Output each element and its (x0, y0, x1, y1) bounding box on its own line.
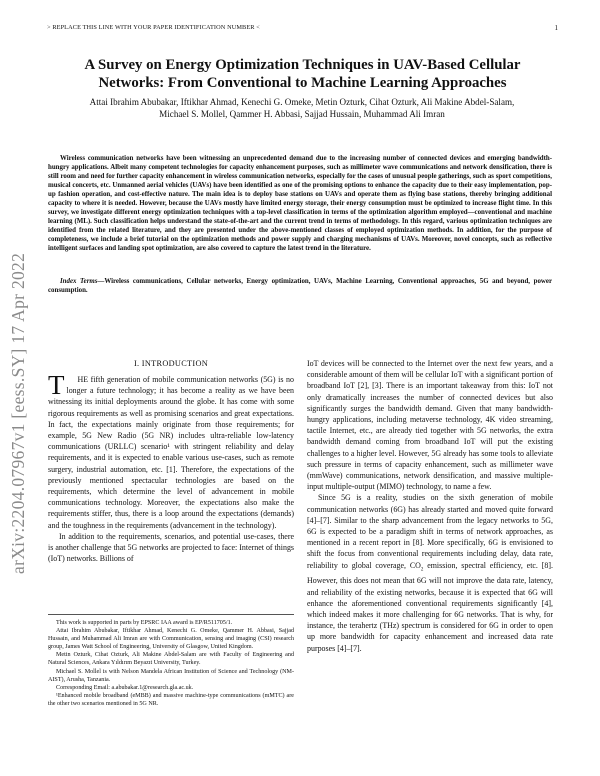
page-number: 1 (554, 24, 558, 32)
footnote: Corresponding Email: a.abubakar.1@research.gla.ac.uk. (56, 684, 194, 691)
index-terms-label: Index Terms (60, 278, 98, 285)
running-header: > REPLACE THIS LINE WITH YOUR PAPER IDENTIFICATION NUMBER < (47, 24, 260, 31)
title-line-1: A Survey on Energy Optimization Techniques in UAV-Based Cellular (84, 57, 521, 73)
footnote: This work is supported in parts by EPSRC IAA award is EP/R511705/1. (56, 620, 233, 626)
section-heading: I. INTRODUCTION (133, 359, 209, 368)
co2-subscript: 2 (420, 567, 424, 573)
index-terms-text: —Wireless communications, Cellular networks, Energy optimization, UAVs, Machine Learning, Conventional approaches, 5G and beyond, power consumption. (48, 278, 552, 294)
arxiv-watermark: arXiv:2204.07967v1 [eess.SY] 17 Apr 2022 (8, 252, 28, 574)
abstract: Wireless communication networks have been witnessing an unprecedented demand due to the increasing number of connected devices and emerging bandwidth-hungry applications. Albeit many competent technologies for capacity enhancement purposes, such as millimeter wave communications and network densification, there is still room and need for further capacity enhancement in wireless communication networks, especially for the cases of unusual people gatherings, such as sport competitions, musical concerts, etc. Unmanned aerial vehicles (UAVs) have been identified as one of the promising options to enhance the capacity due to their easy implementation, pop-up fashion operation, and cost-effective nature. The main idea is to deploy base stations on UAVs and operate them as flying base stations, thereby bringing additional capacity to where it is needed. However, because the UAVs mostly have limited energy storage, their energy consumption must be optimized to increase flight time. In this survey, we investigate different energy optimization techniques with a top-level classification in terms of the optimization algorithm employed—conventional and machine learning (ML). Such classification helps understand the state-of-the-art and the current trend in terms of methodology. In this regard, various optimization techniques are identified from the related literature, and they are presented under the above-mentioned classes of employed optimization methods. In addition, for the purpose of completeness, we include a brief tutorial on the optimization methods and power supply and charging mechanisms of UAVs. Moreover, novel concepts, such as reflective intelligent surfaces and landing spot optimization, are also covered to capture the latest trend in the literature. (48, 155, 552, 253)
right-paragraph-2 (307, 492, 553, 653)
index-terms (48, 277, 552, 295)
footnote: Metin Ozturk, Cihat Ozturk, Ali Makine Abdel-Salam are with Faculty of Engineering and Natural Sciences, Ankara Yıldırım Beyazıt University, Turkey. (48, 652, 294, 667)
left-column (48, 370, 294, 564)
footnote: Michael S. Mollel is with Nelson Mandela African Institution of Science and Technology (NM-AIST), Arusha, Tanzania. (48, 668, 294, 683)
right-paragraph-1: IoT devices will be connected to the Internet over the next few years, and a considerable amount of them will be cellular IoT with a significant portion of broadband IoT [2], [3]. There is an important takeaway from this: IoT not only dramatically increases the number of connected devices but also significantly surges the bandwidth demand. Given that many bandwidth-hungry applications, including metaverse technology, 4K video streaming, tactile Internet, etc., are already tied together with 5G networks, the extra bandwidth demand coming from broadband IoT will put the existing challenges to a higher level. However, 5G already has some tools to alleviate such pressure in terms of capacity enhancement, such as millimeter wave (mmWave) communications, network densification, and massive multiple-input multiple-output (MIMO) technology, to name a few. (307, 359, 553, 492)
title-line-2: Networks: From Conventional to Machine Learning Approaches (98, 75, 507, 91)
intro-paragraph-1 (48, 370, 294, 531)
authors-line-1: Attai Ibrahim Abubakar, Iftikhar Ahmad, Kenechi G. Omeke, Metin Ozturk, Cihat Ozturk, Ali Makine Abdel-Salam, (89, 97, 515, 107)
right-paragraph-2-part-b: emission, spectral efficiency, etc. [8]. However, this does not mean that 6G will not improve the data rate, latency, and reliability of the existing networks, because it is expected that 6G will enhance the aforementioned conventional requirements significantly [4], which indeed makes it more challenging for 6G networks. That is why, for instance, the terahertz (THz) spectrum is considered for 6G in order to open up more bandwidth for capacity enhancement and increased data rate purposes [4]–[7]. (307, 560, 553, 653)
right-column (307, 358, 553, 654)
footnotes (48, 614, 294, 708)
intro-paragraph-1-text: HE fifth generation of mobile communication networks (5G) is no longer a future technology; it has become a reality as we have been witnessing its initial deployments around the globe. It has come with some rigorous requirements as well as promising scenarios and great expectations. In fact, the expectations mainly originate from those requirements; for example, 5G New Radio (5G NR) includes ultra-reliable low-latency communications (URLLC) scenario¹ with stringent reliability and delay requirements, and it is expected to enable various use-cases, such as remote surgery, industrial automation, etc. [1]. Therefore, the expectations of the previously mentioned spectacular technologies are based on the requirements, which determine the level of advancement in mobile communications technology. Moreover, the expectations also make the requirements stiffer, thus, there is a loop around the expectations (demands) and the toughness in the requirements (advancement in the technology). (48, 375, 294, 530)
footnote: Attai Ibrahim Abubakar, Iftikhar Ahmad, Kenechi G. Omeke, Qammer H. Abbasi, Sajjad Hussain, and Muhammad Ali Imran are with Communication, sensing and imaging (CSI) research group, James Watt School of Engineering, University of Glasgow, United Kingdom. (48, 628, 294, 651)
authors-line-2: Michael S. Mollel, Qammer H. Abbasi, Sajjad Hussain, Muhammad Ali Imran (159, 109, 445, 119)
paper-title (55, 56, 550, 92)
right-paragraph-2-part-a: Since 5G is a reality, studies on the sixth generation of mobile communication networks (6G) has already started and moved quite forward [4]–[7]. Similar to the sharp advancement from the legacy networks to 5G, 6G is expected to be a paradigm shift in terms of network approaches, as mentioned in a recent report in [8]. More specifically, 6G is envisioned to shift the focus from conventional requirements including delay, data rate, reliability to global coverage, CO (307, 493, 553, 570)
footnote: ¹Enhanced mobile broadband (eMBB) and massive machine-type communications (mMTC) are the other two scenarios mentioned in 5G NR. (48, 692, 294, 707)
drop-cap: T (48, 370, 65, 400)
intro-paragraph-2: In addition to the requirements, scenarios, and potential use-cases, there is another challenge that 5G networks are projected to face: Internet of things (IoT) networks. Billions of (48, 531, 294, 564)
author-list (56, 96, 548, 120)
